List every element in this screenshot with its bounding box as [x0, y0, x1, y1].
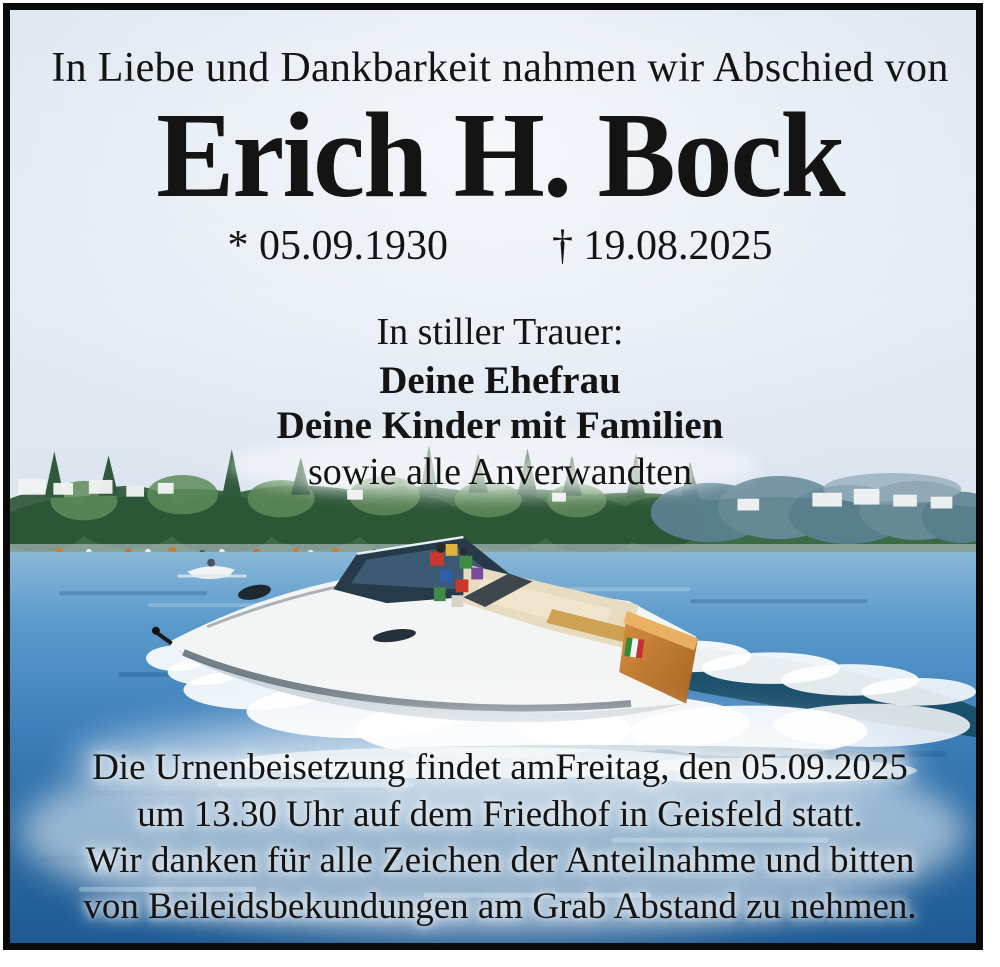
funeral-text-line: Die Urnenbeisetzung findet amFreitag, den 05.09.2025	[92, 747, 908, 788]
life-dates	[0, 222, 1000, 270]
funeral-text-line: von Beileidsbekundungen am Grab Abstand zu nehmen.	[83, 886, 917, 927]
mourner-line: sowie alle Anverwandten	[307, 451, 693, 493]
intro-line: In Liebe und Dankbarkeit nahmen wir Abschied von	[51, 45, 949, 91]
mourner-line: Deine Ehefrau	[379, 359, 621, 402]
deceased-name: Erich H. Bock	[156, 88, 844, 223]
funeral-text-line: um 13.30 Uhr auf dem Friedhof in Geisfeld statt.	[137, 794, 863, 835]
funeral-text-line: Wir danken für alle Zeichen der Anteilnahme und bitten	[85, 840, 915, 881]
death-date: † 19.08.2025	[552, 223, 773, 269]
birth-date: * 05.09.1930	[227, 223, 448, 269]
mourner-line: Deine Kinder mit Familien	[276, 404, 724, 447]
mourning-header: In stiller Trauer:	[376, 311, 624, 353]
